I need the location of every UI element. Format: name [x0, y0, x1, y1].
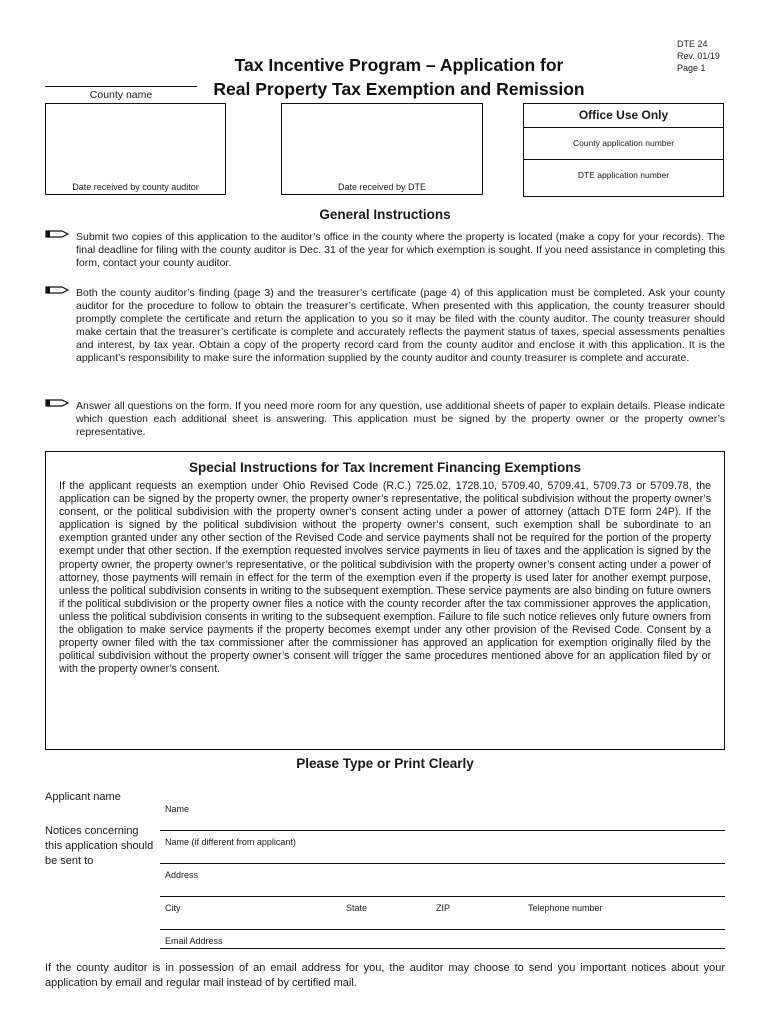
- date-received-dte-label: Date received by DTE: [337, 182, 427, 192]
- city-field-label: City: [165, 903, 181, 913]
- office-use-heading: Office Use Only: [524, 104, 723, 128]
- instruction-paragraph-3: Answer all questions on the form. If you need more room for any question, use additional sheets of paper to explain details. Please indicate which question each additional sheet is answering. This application must be signed by the property owner or the property owner’s representative.: [76, 400, 725, 438]
- form-number: DTE 24: [677, 39, 708, 49]
- general-instructions-heading: General Instructions: [319, 207, 451, 222]
- county-application-number-field[interactable]: [524, 128, 723, 160]
- city-state-zip-line[interactable]: [160, 929, 725, 930]
- special-instructions-box: [45, 451, 725, 750]
- special-instructions-heading: Special Instructions for Tax Increment Financing Exemptions: [188, 460, 582, 475]
- title-line-2: Real Property Tax Exemption and Remission: [213, 79, 585, 99]
- print-clearly-heading: Please Type or Print Clearly: [296, 756, 474, 771]
- notices-label: Notices concerning this application should be sent to: [45, 825, 154, 867]
- applicant-name-label: Applicant name: [45, 791, 121, 803]
- pencil-icon: [45, 229, 69, 239]
- address-line[interactable]: [160, 896, 725, 897]
- pencil-icon: [45, 285, 69, 295]
- form-code: [677, 38, 720, 74]
- email-field-label: Email Address: [165, 936, 223, 946]
- dte-application-number-field[interactable]: [524, 160, 723, 196]
- date-received-dte-box[interactable]: [281, 103, 483, 195]
- date-received-auditor-label: Date received by county auditor: [72, 182, 199, 192]
- name-different-line[interactable]: [160, 863, 725, 864]
- county-name-field[interactable]: [45, 86, 197, 87]
- state-field-label: State: [346, 903, 368, 913]
- email-notice: If the county auditor is in possession of an email address for you, the auditor may choose to send you important notices about your application by email and regular mail instead of by certified mail.: [45, 962, 725, 989]
- name-different-field-label: Name (if different from applicant): [165, 837, 296, 847]
- pencil-icon: [45, 398, 69, 408]
- title-line-1: Tax Incentive Program – Application for: [234, 55, 564, 75]
- zip-field-label: ZIP: [436, 903, 451, 913]
- email-line[interactable]: [160, 948, 725, 949]
- name-field-label: Name: [165, 804, 190, 814]
- name-line[interactable]: [160, 830, 725, 831]
- office-use-box: [523, 103, 724, 197]
- special-instructions-body: If the applicant requests an exemption under Ohio Revised Code (R.C.) 725.02, 1728.10, 5709.40, 5709.41, 5709.73 or 5709.78, the application can be signed by the property owner, the property owner’s representative, the political subdivision without the property owner’s consent, or the political subdivision with the property owner’s consent acting under a power of attorney (attach DTE form 24P). If the application is signed by the political subdivision without the property owner’s consent, such exemption shall be subordinate to an exemption granted under any other section of the Revised Code and service payments shall not be required for the portion of the property exempt under that other section. If the exemption requested involves service payments in lieu of taxes and the application is signed by the property owner, the property owner’s representative, or the political subdivision with the property owner’s consent acting under a power of attorney, those payments will remain in effect for the term of the exemption even if the property is used later for another exempt purpose, unless the political subdivision consents in writing to the subsequent exemption. These service payments are also binding on future owners if the political subdivision or the property owner files a notice with the county recorder after the tax commissioner approves the application, unless the political subdivision consents in writing to the subsequent exemption. Failure to file such notice relieves only future owners from the obligation to make service payments if the property becomes exempt under any other provision of the Revised Code. Consent by a property owner filed with the tax commissioner after the commissioner has approved an application for exemption originally filed by the political subdivision without the property owner’s consent will trigger the same procedures mentioned above for an application filed by or with the property owner’s consent.: [59, 480, 711, 676]
- page-number: Page 1: [677, 63, 706, 73]
- dte-application-number-label: DTE application number: [577, 170, 670, 180]
- address-field-label: Address: [165, 870, 199, 880]
- form-revision: Rev. 01/19: [677, 51, 720, 61]
- telephone-field-label: Telephone number: [528, 903, 603, 913]
- instruction-paragraph-1: Submit two copies of this application to the auditor’s office in the county where the property is located (make a copy for your records). The final deadline for filing with the county auditor is Dec. 31 of the year for which exemption is sought. If you need assistance in completing this form, contact your county auditor.: [76, 231, 725, 269]
- page-title: [205, 53, 593, 101]
- date-received-auditor-box[interactable]: [45, 103, 226, 195]
- county-name-label: County name: [89, 89, 153, 101]
- county-application-number-label: County application number: [572, 138, 675, 148]
- instruction-paragraph-2: Both the county auditor’s finding (page 3) and the treasurer’s certificate (page 4) of this application must be completed. Ask your county auditor for the procedure to follow to obtain the treasurer’s certificate. When presented with this application, the county treasurer should promptly complete the certificate and return the application to you so it may be filed with the county auditor. The county treasurer should make certain that the treasurer’s certificate is complete and accurately reflects the payment status of taxes, special assessments penalties and interest, by tax year. Obtain a copy of the property record card from the county auditor and enclose it with this application. It is the applicant’s responsibility to make sure the information supplied by the county auditor and county treasurer is complete and accurate.: [76, 287, 725, 364]
